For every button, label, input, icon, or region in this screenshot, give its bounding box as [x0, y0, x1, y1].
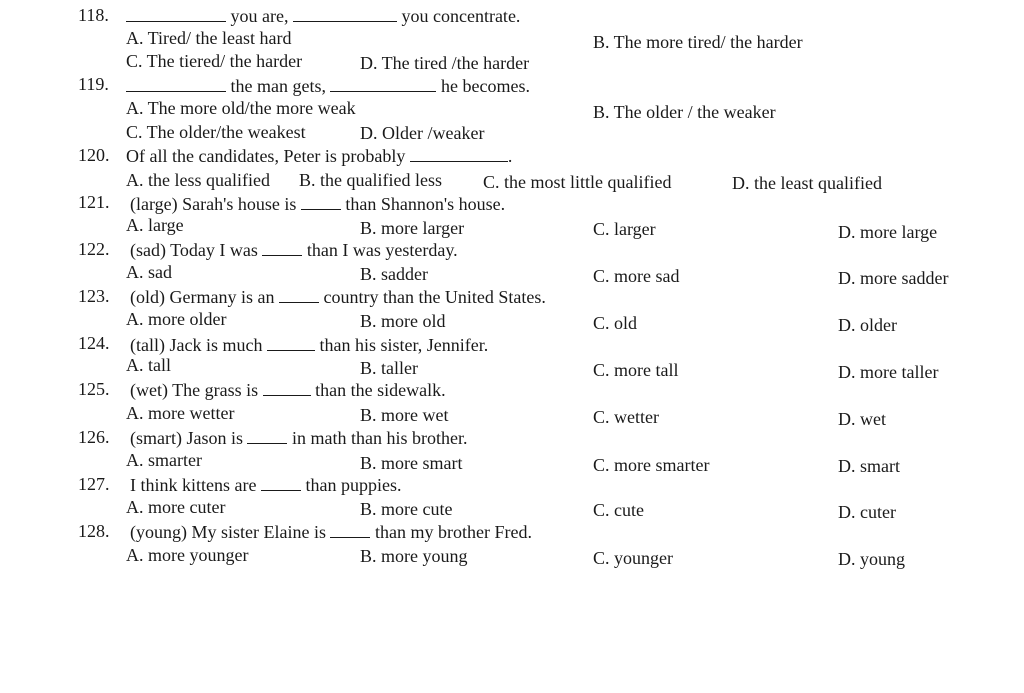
option-d[interactable]: D. more sadder [838, 268, 949, 288]
option-d[interactable]: D. Older /weaker [360, 123, 485, 143]
question-stem: (wet) The grass is than the sidewalk. [130, 380, 446, 400]
answer-blank[interactable] [330, 77, 436, 92]
question-number: 123. [78, 286, 110, 306]
question-number: 125. [78, 379, 110, 399]
option-a[interactable]: A. smarter [126, 450, 202, 470]
question-number: 126. [78, 427, 110, 447]
option-b[interactable]: B. the qualified less [299, 170, 442, 190]
answer-blank[interactable] [126, 77, 226, 92]
option-a[interactable]: A. the less qualified [126, 170, 270, 190]
question-number: 122. [78, 239, 110, 259]
question-stem: (young) My sister Elaine is than my brother Fred. [130, 522, 532, 542]
option-c[interactable]: C. younger [593, 548, 673, 568]
question-number: 121. [78, 192, 110, 212]
option-b[interactable]: B. more old [360, 311, 446, 331]
option-d[interactable]: D. wet [838, 409, 886, 429]
option-d[interactable]: D. cuter [838, 502, 896, 522]
question-stem: Of all the candidates, Peter is probably . [126, 146, 513, 166]
question-stem: (old) Germany is an country than the United States. [130, 287, 546, 307]
option-c[interactable]: C. more smarter [593, 455, 710, 475]
option-a[interactable]: A. more younger [126, 545, 249, 565]
answer-blank[interactable] [247, 429, 287, 444]
option-c[interactable]: C. larger [593, 219, 656, 239]
option-d[interactable]: D. The tired /the harder [360, 53, 530, 73]
answer-blank[interactable] [330, 523, 370, 538]
option-d[interactable]: D. smart [838, 456, 900, 476]
option-a[interactable]: A. tall [126, 355, 171, 375]
option-a[interactable]: A. Tired/ the least hard [126, 28, 292, 48]
question-stem: you are, you concentrate. [126, 6, 520, 27]
option-a[interactable]: A. more cuter [126, 497, 226, 517]
option-b[interactable]: B. more cute [360, 499, 453, 519]
option-b[interactable]: B. more smart [360, 453, 463, 473]
question-number: 120. [78, 145, 110, 165]
answer-blank[interactable] [126, 7, 226, 22]
answer-blank[interactable] [410, 147, 508, 162]
option-d[interactable]: D. the least qualified [732, 173, 882, 193]
option-b[interactable]: B. sadder [360, 264, 428, 284]
option-b[interactable]: B. taller [360, 358, 418, 378]
question-number: 124. [78, 333, 110, 353]
answer-blank[interactable] [301, 195, 341, 210]
option-c[interactable]: C. cute [593, 500, 644, 520]
question-stem: (sad) Today I was than I was yesterday. [130, 240, 458, 260]
option-c[interactable]: C. more sad [593, 266, 680, 286]
answer-blank[interactable] [267, 336, 315, 351]
option-a[interactable]: A. The more old/the more weak [126, 98, 356, 118]
option-c[interactable]: C. the most little qualified [483, 172, 672, 192]
answer-blank[interactable] [262, 241, 302, 256]
option-a[interactable]: A. more older [126, 309, 227, 329]
answer-blank[interactable] [263, 381, 311, 396]
option-d[interactable]: D. older [838, 315, 897, 335]
option-b[interactable]: B. more young [360, 546, 468, 566]
option-a[interactable]: A. large [126, 215, 184, 235]
question-stem: (large) Sarah's house is than Shannon's house. [130, 194, 506, 214]
cut-off-text-fragment [590, 0, 595, 9]
question-number: 119. [78, 74, 109, 94]
option-b[interactable]: B. more larger [360, 218, 465, 238]
answer-blank[interactable] [261, 476, 301, 491]
question-stem: (tall) Jack is much than his sister, Jennifer. [130, 335, 489, 355]
question-stem: the man gets, he becomes. [126, 76, 530, 97]
option-b[interactable]: B. more wet [360, 405, 449, 425]
option-c[interactable]: C. The tiered/ the harder [126, 51, 303, 71]
option-c[interactable]: C. wetter [593, 407, 659, 427]
answer-blank[interactable] [293, 7, 397, 22]
option-b[interactable]: B. The older / the weaker [593, 102, 776, 122]
option-a[interactable]: A. more wetter [126, 403, 235, 423]
question-number: 118. [78, 5, 109, 25]
option-d[interactable]: D. more taller [838, 362, 939, 382]
option-d[interactable]: D. young [838, 549, 905, 569]
option-c[interactable]: C. The older/the weakest [126, 122, 306, 142]
option-c[interactable]: C. old [593, 313, 638, 333]
question-number: 127. [78, 474, 110, 494]
question-stem: (smart) Jason is in math than his brother. [130, 428, 468, 448]
option-a[interactable]: A. sad [126, 262, 172, 282]
option-b[interactable]: B. The more tired/ the harder [593, 32, 803, 52]
option-d[interactable]: D. more large [838, 222, 938, 242]
question-number: 128. [78, 521, 110, 541]
question-stem: I think kittens are than puppies. [130, 475, 402, 495]
option-c[interactable]: C. more tall [593, 360, 679, 380]
answer-blank[interactable] [279, 288, 319, 303]
